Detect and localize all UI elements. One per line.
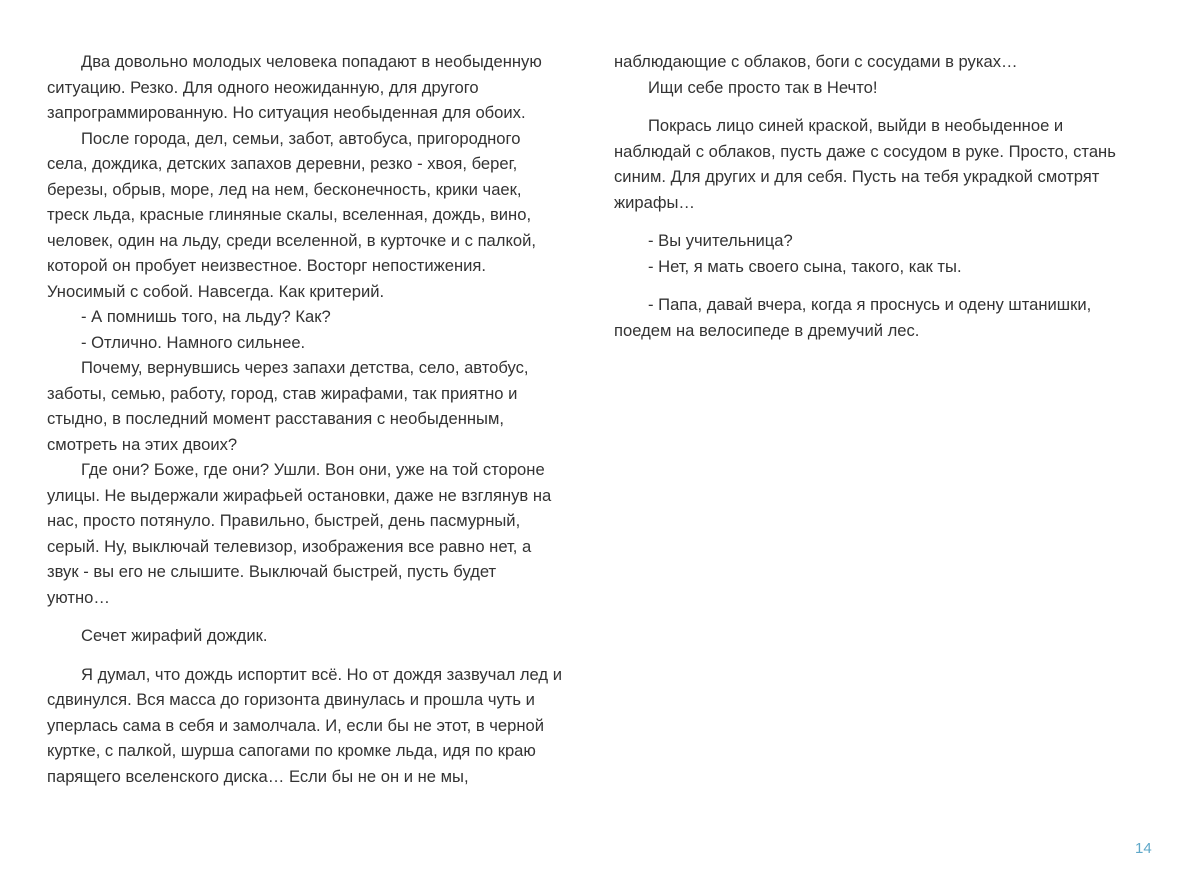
text-line: куртке, с палкой, шурша сапогами по кромке льда, идя по краю [47,741,536,760]
text-line: села, дождика, детских запахов деревни, резко - хвоя, берег, [47,154,518,173]
paragraph [614,49,1154,75]
paragraph [47,662,592,790]
text-line: - Отлично. Намного сильнее. [81,332,306,352]
text-line: смотреть на этих двоих? [47,434,238,454]
paragraph [47,304,592,330]
paragraph [47,126,592,305]
text-line: Покрась лицо синей краской, выйди в необыденное и [648,116,1064,135]
text-line: жирафы… [614,192,695,212]
paragraph [47,623,592,649]
right-text-column [614,49,1154,343]
text-line: заботы, семью, работу, город, став жирафами, так приятно и [47,383,518,403]
text-line: - Папа, давай вчера, когда я проснусь и одену штанишки, [648,295,1092,314]
text-line: уютно… [47,587,110,607]
text-line: Сечет жирафий дождик. [81,626,268,645]
text-line: уперлась сама в себя и замолчала. И, если бы не этот, в черной [47,715,545,735]
paragraph [614,292,1154,343]
text-line: После города, дел, семьи, забот, автобуса, пригородного [81,128,521,148]
text-line: - Вы учительница? [648,231,793,250]
paragraph [614,254,1154,280]
paragraph [614,228,1154,254]
text-line: Уносимый с собой. Навсегда. Как критерий. [47,281,385,301]
text-line: Два довольно молодых человека попадают в необыденную [81,52,542,71]
text-line: парящего вселенского диска… Если бы не он и не мы, [47,766,469,786]
text-line: - Нет, я мать своего сына, такого, как ты. [648,256,962,276]
text-line: треск льда, красные глиняные скалы, вселенная, дождь, вино, [47,205,532,224]
paragraph [614,75,1154,101]
text-line: человек, один на льду, среди вселенной, в курточке и с палкой, [47,230,537,250]
paragraph [47,457,592,610]
text-line: Ищи себе просто так в Нечто! [648,77,878,97]
text-line: Где они? Боже, где они? Ушли. Вон они, уже на той стороне [81,460,545,479]
text-line: березы, обрыв, море, лед на нем, бесконечность, крики чаек, [47,179,522,199]
text-line: серый. Ну, выключай телевизор, изображения все равно нет, а [47,536,532,556]
text-line: стыдно, в последний момент расставания с необыденным, [47,409,504,428]
text-line: - А помнишь того, на льду? Как? [81,307,331,326]
text-line: ситуацию. Резко. Для одного неожиданную, для другого [47,77,479,97]
text-line: наблюдай с облаков, пусть даже с сосудом в руке. Просто, стань [614,141,1116,161]
text-line: поедем на велосипеде в дремучий лес. [614,320,920,340]
text-line: звук - вы его не слышите. Выключай быстрей, пусть будет [47,562,497,581]
text-line: запрограммированную. Но ситуация необыденная для обоих. [47,103,526,122]
text-line: Почему, вернувшись через запахи детства, село, автобус, [81,358,529,377]
paragraph [47,355,592,457]
text-line: наблюдающие с облаков, боги с сосудами в руках… [614,52,1018,71]
text-line: синим. Для других и для себя. Пусть на тебя украдкой смотрят [614,167,1100,186]
text-line: сдвинулся. Вся масса до горизонта двинулась и прошла чуть и [47,690,535,709]
page-number: 14 [1135,840,1152,857]
text-line: которой он пробует неизвестное. Восторг непостижения. [47,256,486,275]
left-text-column [47,49,592,789]
text-line: Я думал, что дождь испортит всё. Но от дождя зазвучал лед и [81,664,562,684]
text-line: нас, просто потянуло. Правильно, быстрей, день пасмурный, [47,511,521,530]
paragraph [47,330,592,356]
paragraph [47,49,592,126]
text-line: улицы. Не выдержали жирафьей остановки, даже не взглянув на [47,485,552,505]
paragraph [614,113,1154,215]
